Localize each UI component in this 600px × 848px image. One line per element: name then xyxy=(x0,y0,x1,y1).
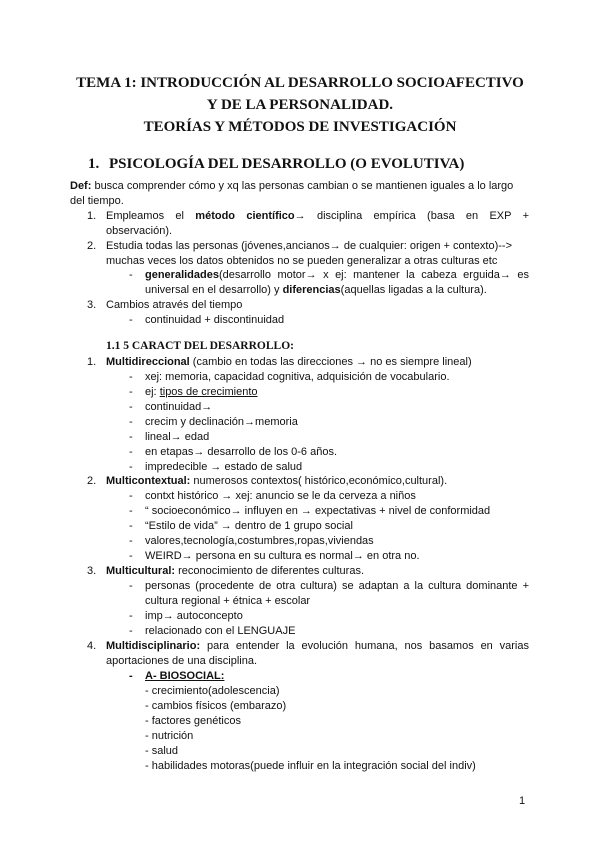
dash: - xyxy=(129,371,133,383)
item-2-number: 2. xyxy=(87,240,97,252)
metodo-cientifico-term: método científico xyxy=(195,210,295,222)
caract-3-line: Multicultural: reconocimiento de diferentes culturas. xyxy=(106,565,364,577)
biosocial-item-4: - nutrición xyxy=(145,730,194,742)
dash: - xyxy=(129,269,133,281)
item-3-line: Cambios através del tiempo xyxy=(106,299,243,311)
dash: - xyxy=(129,314,133,326)
dash: - xyxy=(129,431,133,443)
biosocial-heading: A- BIOSOCIAL: xyxy=(145,670,225,682)
section-1-heading: PSICOLOGÍA DEL DESARROLLO (O EVOLUTIVA) xyxy=(109,156,465,172)
caract-2-sub-1: contxt histórico → xej: anuncio se le da cerveza a niños xyxy=(145,490,416,502)
definition-line-1 xyxy=(70,179,513,194)
caract-2-sub-3: “Estilo de vida” → dentro de 1 grupo social xyxy=(145,520,353,532)
caract-2-line: Multicontextual: numerosos contextos( histórico,económico,cultural). xyxy=(106,475,448,487)
caract-4-number: 4. xyxy=(87,640,97,652)
caract-1-sub-4: crecim y declinación→memoria xyxy=(145,416,298,428)
dash: - xyxy=(129,670,133,682)
caract-1-sub-2: ej: tipos de crecimiento xyxy=(145,386,258,398)
dash: - xyxy=(129,416,133,428)
section-1-number: 1. xyxy=(88,156,100,172)
item-2-sub-line-2: universal en el desarrollo) y diferencias(aquellas ligadas a la cultura). xyxy=(145,284,487,296)
biosocial-item-1: - crecimiento(adolescencia) xyxy=(145,685,280,697)
definition-text: busca comprender cómo y xq las personas cambian o se mantienen iguales a lo largo xyxy=(91,180,514,192)
dash: - xyxy=(129,625,133,637)
item-2-line-2: muchas veces los datos obtenidos no se pueden generalizar a otras culturas etc xyxy=(106,255,498,267)
item-2-sub-line-1: generalidades(desarrollo motor→ x ej: mantener la cabeza erguida→ es xyxy=(145,269,529,281)
dash: - xyxy=(129,505,133,517)
caract-1-sub-1: xej: memoria, capacidad cognitiva, adquisición de vocabulario. xyxy=(145,371,450,383)
dash: - xyxy=(129,446,133,458)
dash: - xyxy=(129,610,133,622)
item-2-line-1: Estudia todas las personas (jóvenes,ancianos→ de cualquier: origen + contexto)--> xyxy=(106,240,513,252)
caract-3-sub-1a: personas (procedente de otra cultura) se adaptan a la cultura dominante + xyxy=(145,580,529,592)
caract-1-sub-7: impredecible → estado de salud xyxy=(145,461,303,473)
caract-2-number: 2. xyxy=(87,475,97,487)
dash: - xyxy=(129,520,133,532)
caract-3-number: 3. xyxy=(87,565,97,577)
biosocial-item-2: - cambios físicos (embarazo) xyxy=(145,700,287,712)
dash: - xyxy=(129,535,133,547)
caract-1-number: 1. xyxy=(87,356,97,368)
dash: - xyxy=(129,401,133,413)
caract-3-sub-2: imp→ autoconcepto xyxy=(145,610,243,622)
dash: - xyxy=(129,580,133,592)
item-3-number: 3. xyxy=(87,299,97,311)
dash: - xyxy=(129,490,133,502)
biosocial-item-5: - salud xyxy=(145,745,179,757)
definition-line-2: del tiempo. xyxy=(70,195,124,207)
dash: - xyxy=(129,550,133,562)
biosocial-item-6: - habilidades motoras(puede influir en la integración social del indiv) xyxy=(145,760,476,772)
item-1-cont: observación). xyxy=(106,225,173,237)
title-line-2: Y DE LA PERSONALIDAD. xyxy=(206,97,394,113)
item-1-line: Empleamos el método científico→ disciplina empírica (basa en EXP + xyxy=(106,210,530,222)
caract-1-sub-6: en etapas→ desarrollo de los 0-6 años. xyxy=(145,446,338,458)
page-number: 1 xyxy=(519,795,526,807)
caract-1-line: Multidireccional (cambio en todas las direcciones → no es siempre lineal) xyxy=(106,356,472,368)
caract-1-sub-3: continuidad→ xyxy=(145,401,213,413)
caract-2-sub-2: “ socioeconómico→ influyen en → expectativas + nivel de conformidad xyxy=(145,505,491,517)
item-3-sub: continuidad + discontinuidad xyxy=(145,314,285,326)
caract-4-line: Multidisciplinario: para entender la evolución humana, nos basamos en varias xyxy=(106,640,529,652)
title-line-1: TEMA 1: INTRODUCCIÓN AL DESARROLLO SOCIOAFECTIVO xyxy=(76,75,524,91)
dash: - xyxy=(129,461,133,473)
caract-3-sub-3: relacionado con el LENGUAJE xyxy=(145,625,296,637)
caract-2-sub-5: WEIRD→ persona en su cultura es normal→ en otra no. xyxy=(145,550,420,562)
caract-2-sub-4: valores,tecnología,costumbres,ropas,viviendas xyxy=(145,535,374,547)
item-1-number: 1. xyxy=(87,210,97,222)
caract-1-sub-5: lineal→ edad xyxy=(145,431,210,443)
definition-label: Def: xyxy=(70,180,92,192)
section-1-1-heading: 1.1 5 CARACT DEL DESARROLLO: xyxy=(106,340,294,352)
caract-3-sub-1b: cultura regional + étnica + escolar xyxy=(145,595,311,607)
caract-4-cont: aportaciones de una disciplina. xyxy=(106,655,258,667)
biosocial-item-3: - factores genéticos xyxy=(145,715,241,727)
dash: - xyxy=(129,386,133,398)
title-line-3: TEORÍAS Y MÉTODOS DE INVESTIGACIÓN xyxy=(143,119,457,135)
